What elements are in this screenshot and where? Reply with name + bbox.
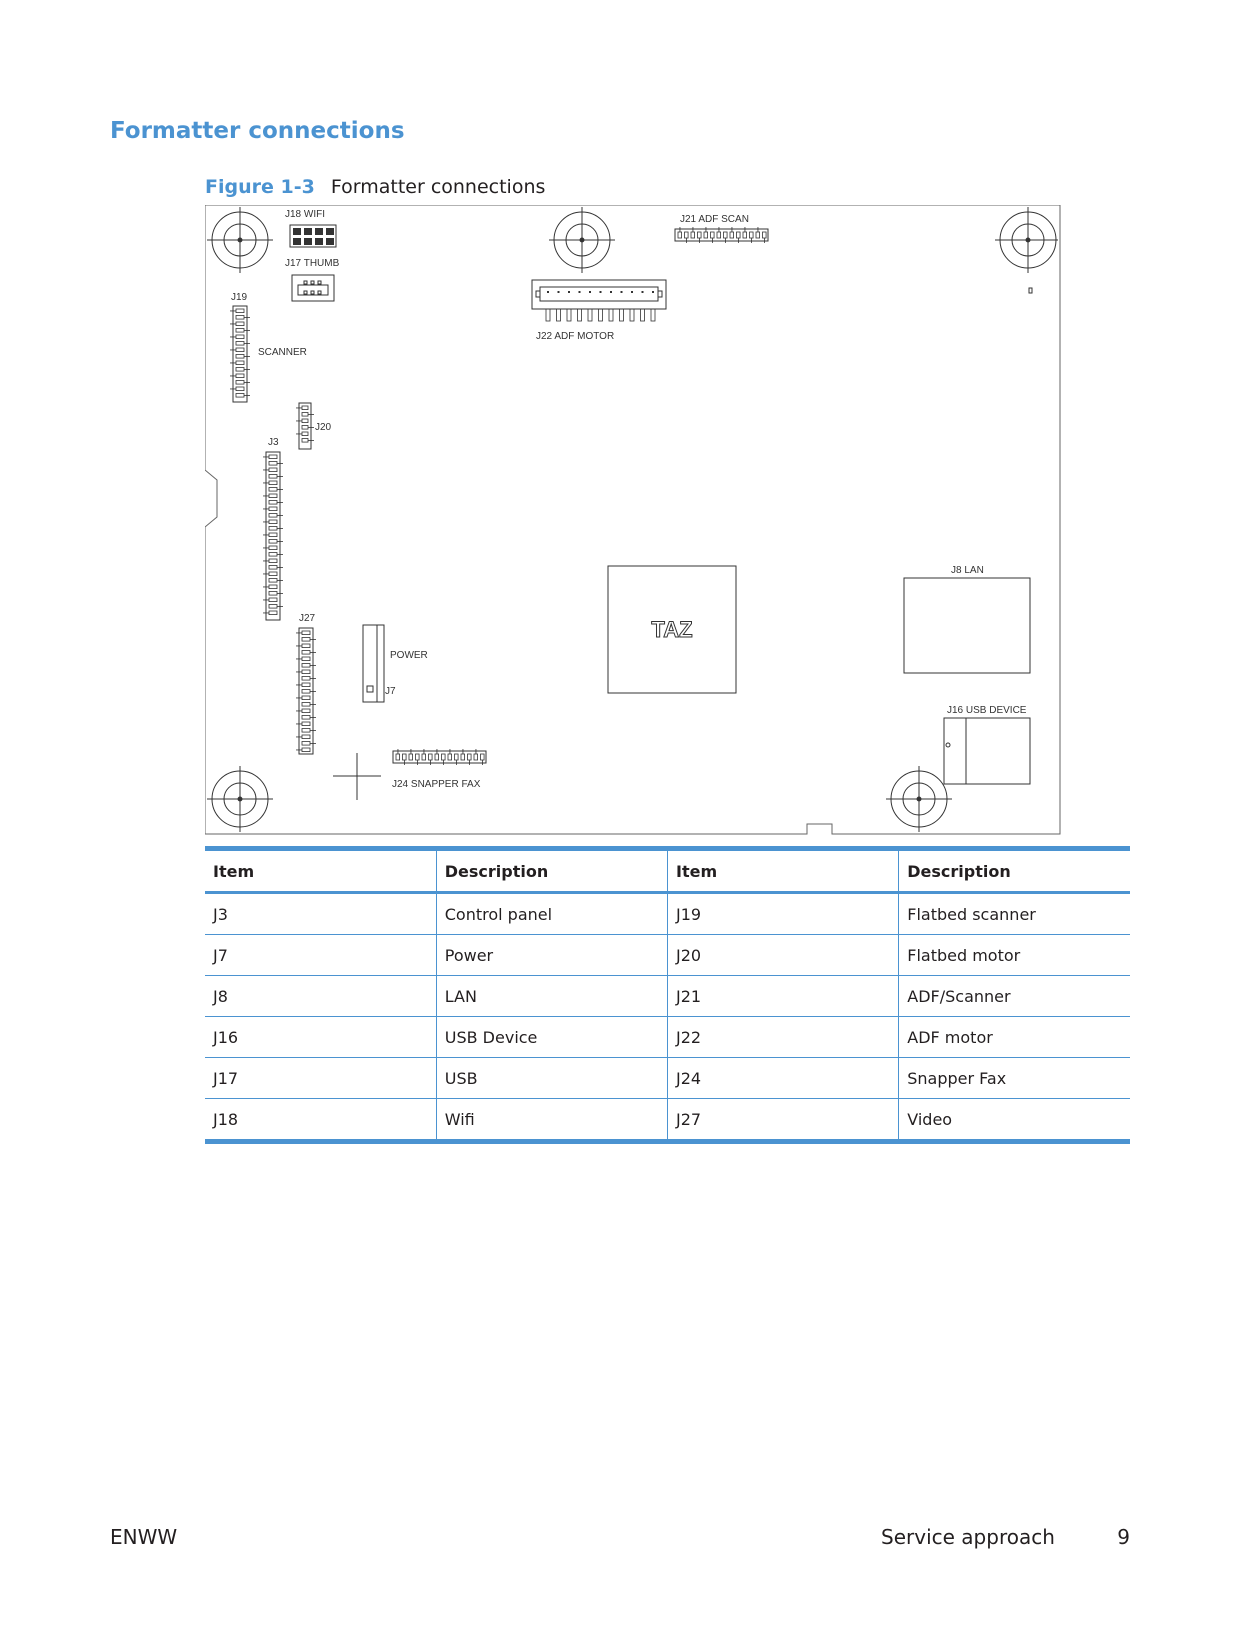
cell-item: J19 xyxy=(668,893,899,935)
connector-pin xyxy=(269,572,277,576)
connector-pin xyxy=(474,754,478,760)
connector-pin xyxy=(461,754,465,760)
mount-hole-top-left xyxy=(207,207,273,273)
connector-lead xyxy=(546,309,550,321)
connector-lead xyxy=(641,309,645,321)
connector-pin xyxy=(302,716,310,720)
connector-pin xyxy=(685,232,689,238)
connector-pin xyxy=(236,394,244,398)
connector-pin xyxy=(269,514,277,518)
j19-label: J19 xyxy=(231,292,248,303)
j18-connector xyxy=(290,225,336,247)
connector-pin xyxy=(269,579,277,583)
j21-label: J21 ADF SCAN xyxy=(680,214,749,225)
connector-pin xyxy=(568,291,570,293)
connector-lead xyxy=(578,309,582,321)
page-number: 9 xyxy=(1117,1525,1130,1549)
connector-pin xyxy=(302,677,310,681)
connector-pin xyxy=(302,703,310,707)
connector-pin xyxy=(293,228,301,235)
connector-pin xyxy=(600,291,602,293)
j27-connector xyxy=(296,628,316,754)
connector-pin xyxy=(293,238,301,245)
connector-lead xyxy=(630,309,634,321)
connector-pin xyxy=(269,605,277,609)
connector-lead xyxy=(620,309,624,321)
connector-pin xyxy=(269,553,277,557)
connector-pin xyxy=(269,494,277,498)
connector-pin xyxy=(547,291,549,293)
connector-pin xyxy=(302,696,310,700)
j20-connector xyxy=(296,403,314,449)
connector-pin xyxy=(302,742,310,746)
connector-pin xyxy=(481,754,485,760)
connector-pin xyxy=(711,232,715,238)
figure-number: Figure 1-3 xyxy=(205,176,315,198)
j19-connector xyxy=(230,306,250,402)
connector-pin xyxy=(717,232,721,238)
mount-hole-top-middle xyxy=(549,207,615,273)
connector-pin xyxy=(302,664,310,668)
cell-description: Snapper Fax xyxy=(899,1058,1130,1099)
connector-pin xyxy=(236,355,244,359)
connector-pin xyxy=(610,291,612,293)
connector-pin xyxy=(416,754,420,760)
j7-label: J7 xyxy=(385,686,396,697)
connector-pin xyxy=(302,657,310,661)
connector-pin xyxy=(236,361,244,365)
connector-pin xyxy=(455,754,459,760)
footer-publisher: ENWW xyxy=(110,1525,178,1549)
connector-pin xyxy=(579,291,581,293)
connector-pin xyxy=(698,232,702,238)
j20-label: J20 xyxy=(315,422,332,433)
connector-lead xyxy=(567,309,571,321)
figure-caption-text: Formatter connections xyxy=(330,176,546,198)
connector-pin xyxy=(236,387,244,391)
cell-item: J16 xyxy=(213,1027,239,1047)
connector-lead xyxy=(599,309,603,321)
connector-pin xyxy=(326,238,334,245)
table-row xyxy=(205,893,1130,935)
cell-description: Flatbed motor xyxy=(899,935,1130,976)
cell-item: J20 xyxy=(668,935,899,976)
cell-item: J18 xyxy=(213,1109,239,1129)
j8-label: J8 LAN xyxy=(951,565,984,576)
connector-pin xyxy=(302,735,310,739)
connector-pin xyxy=(269,527,277,531)
cell-item: J24 xyxy=(668,1058,899,1099)
connections-table xyxy=(205,846,1130,1144)
cell-item: J3 xyxy=(213,904,228,924)
connector-pin xyxy=(409,754,413,760)
connector-pin xyxy=(422,754,426,760)
connector-pin xyxy=(691,232,695,238)
connector-pin xyxy=(269,481,277,485)
connector-lead xyxy=(651,309,655,321)
connector-pin xyxy=(621,291,623,293)
j17-label: J17 THUMB xyxy=(285,258,340,269)
connector-pin xyxy=(743,232,747,238)
cell-description: Wifi xyxy=(436,1099,667,1142)
connector-pin xyxy=(269,546,277,550)
connector-lead xyxy=(609,309,613,321)
taz-label: TAZ xyxy=(651,617,693,642)
j24-connector xyxy=(393,749,486,765)
j17-connector xyxy=(292,275,334,301)
connector-pin xyxy=(269,598,277,602)
connector-pin xyxy=(302,644,310,648)
cell-description: Video xyxy=(899,1099,1130,1142)
connector-pin xyxy=(304,228,312,235)
formatter-board-diagram xyxy=(205,205,1061,835)
header-description-1: Description xyxy=(436,849,667,893)
footer-right xyxy=(881,1525,1130,1549)
connector-pin xyxy=(236,342,244,346)
connector-pin xyxy=(302,651,310,655)
connector-pin xyxy=(315,228,323,235)
connector-pin xyxy=(724,232,728,238)
j16-usb-connector xyxy=(944,718,1030,784)
connector-pin xyxy=(652,291,654,293)
connector-pin xyxy=(236,322,244,326)
table-row xyxy=(205,1099,1130,1142)
connector-pin xyxy=(236,368,244,372)
connector-pin xyxy=(315,238,323,245)
power-label: POWER xyxy=(390,650,428,661)
connector-pin xyxy=(269,611,277,615)
connector-pin xyxy=(302,426,308,430)
j18-label: J18 WIFI xyxy=(285,209,326,220)
connector-pin xyxy=(448,754,452,760)
connector-pin xyxy=(269,592,277,596)
connector-pin xyxy=(631,291,633,293)
connector-pin xyxy=(269,540,277,544)
connector-pin xyxy=(302,638,310,642)
cell-description: ADF motor xyxy=(899,1017,1130,1058)
j16-label: J16 USB DEVICE xyxy=(947,705,1027,716)
j27-label: J27 xyxy=(299,613,316,624)
connector-pin xyxy=(304,238,312,245)
connector-pin xyxy=(704,232,708,238)
connector-pin xyxy=(269,468,277,472)
connector-pin xyxy=(302,631,310,635)
connector-pin xyxy=(558,291,560,293)
connector-pin xyxy=(302,722,310,726)
connector-pin xyxy=(396,754,400,760)
j22-connector xyxy=(532,280,666,321)
connector-pin xyxy=(269,585,277,589)
j22-label: J22 ADF MOTOR xyxy=(536,331,615,342)
connector-pin xyxy=(589,291,591,293)
connector-pin xyxy=(269,475,277,479)
table-row xyxy=(205,1017,1130,1058)
connector-pin xyxy=(269,566,277,570)
connector-pin xyxy=(403,754,407,760)
connector-pin xyxy=(302,709,310,713)
connector-pin xyxy=(302,729,310,733)
cell-item: J17 xyxy=(213,1068,239,1088)
section-title: Formatter connections xyxy=(110,118,405,144)
cell-item: J22 xyxy=(668,1017,899,1058)
alignment-crosshair xyxy=(333,753,381,800)
mount-hole-top-right xyxy=(995,207,1058,273)
connector-pin xyxy=(442,754,446,760)
j3-connector xyxy=(263,452,283,620)
connector-pin xyxy=(269,462,277,466)
connector-pin xyxy=(642,291,644,293)
cell-description: LAN xyxy=(436,976,667,1017)
table-row xyxy=(205,935,1130,976)
connector-pin xyxy=(302,413,308,417)
scanner-label: SCANNER xyxy=(258,347,307,358)
table-header-row xyxy=(205,849,1130,893)
mount-hole-bottom-right xyxy=(886,766,952,832)
board-outline xyxy=(205,205,1060,834)
connector-pin xyxy=(468,754,472,760)
figure-caption xyxy=(205,176,545,198)
connector-pin xyxy=(236,381,244,385)
table-row xyxy=(205,1058,1130,1099)
connector-pin xyxy=(236,329,244,333)
connector-pin xyxy=(302,432,308,436)
connector-pin xyxy=(236,348,244,352)
connector-pin xyxy=(302,748,310,752)
connector-pin xyxy=(236,309,244,313)
header-item-1: Item xyxy=(213,861,255,881)
connector-pin xyxy=(737,232,741,238)
connector-pin xyxy=(236,374,244,378)
connector-pin xyxy=(269,520,277,524)
connector-pin xyxy=(302,690,310,694)
connector-pin xyxy=(269,559,277,563)
connector-pin xyxy=(269,507,277,511)
cell-description: Power xyxy=(436,935,667,976)
j3-label: J3 xyxy=(268,437,279,448)
cell-item: J27 xyxy=(668,1099,899,1142)
connector-lead xyxy=(588,309,592,321)
connector-pin xyxy=(435,754,439,760)
cell-description: Flatbed scanner xyxy=(899,893,1130,935)
connector-pin xyxy=(326,228,334,235)
connector-pin xyxy=(236,316,244,320)
connector-pin xyxy=(269,533,277,537)
footer-section: Service approach xyxy=(881,1525,1055,1549)
connector-pin xyxy=(750,232,754,238)
connector-pin xyxy=(269,488,277,492)
board-marker xyxy=(1029,288,1032,293)
cell-description: USB xyxy=(436,1058,667,1099)
cell-item: J8 xyxy=(213,986,228,1006)
mount-hole-bottom-left xyxy=(207,766,273,832)
cell-description: Control panel xyxy=(436,893,667,935)
connector-pin xyxy=(269,501,277,505)
connector-pin xyxy=(236,335,244,339)
j24-label: J24 SNAPPER FAX xyxy=(392,779,481,790)
connector-pin xyxy=(302,683,310,687)
table-row xyxy=(205,976,1130,1017)
header-description-2: Description xyxy=(899,849,1130,893)
connector-pin xyxy=(763,232,767,238)
connector-pin xyxy=(302,439,308,443)
connector-pin xyxy=(302,419,308,423)
connector-pin xyxy=(302,406,308,410)
cell-description: USB Device xyxy=(436,1017,667,1058)
connector-lead xyxy=(557,309,561,321)
j21-connector xyxy=(675,227,768,243)
connector-pin xyxy=(756,232,760,238)
connector-pin xyxy=(730,232,734,238)
cell-description: ADF/Scanner xyxy=(899,976,1130,1017)
connector-pin xyxy=(302,670,310,674)
cell-item: J21 xyxy=(668,976,899,1017)
j8-lan-connector xyxy=(904,578,1030,673)
connector-pin xyxy=(678,232,682,238)
header-item-2: Item xyxy=(668,849,899,893)
connector-pin xyxy=(269,455,277,459)
cell-item: J7 xyxy=(213,945,228,965)
j7-power-connector xyxy=(363,625,384,702)
connector-pin xyxy=(429,754,433,760)
